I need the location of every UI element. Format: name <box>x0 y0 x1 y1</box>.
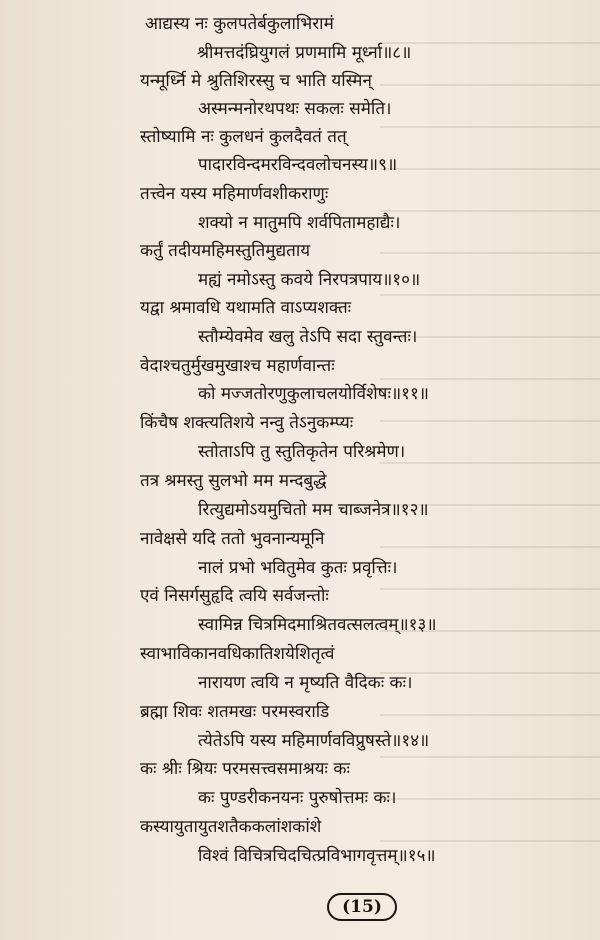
verse-line: रित्युद्यमोऽयमुचितो मम चाब्जनेत्र॥१२॥ <box>198 500 429 520</box>
verse-line: एवं निसर्गसुहृदि त्वयि सर्वजन्तोः <box>140 586 329 606</box>
verse-line: स्वामिन्न चित्रमिदमाश्रितवत्सलत्वम्॥१३॥ <box>198 615 437 635</box>
verse-line: नावेक्षसे यदि ततो भुवनान्यमूनि <box>140 529 325 549</box>
verse-line: स्तोताऽपि तु स्तुतिकृतेन परिश्रमेण। <box>198 442 406 462</box>
verse-line: शक्यो न मातुमपि शर्वपितामहाद्यैः। <box>198 213 401 233</box>
verse-line: तत्र श्रमस्तु सुलभो मम मन्दबुद्धे <box>140 471 327 491</box>
verse-line: कस्यायुतायुतशतैककलांशकांशे <box>140 817 322 837</box>
verse-line: कर्तुं तदीयमहिमस्तुतिमुद्यताय <box>140 241 311 261</box>
verse-line: तत्त्वेन यस्य महिमार्णवशीकराणुः <box>140 184 329 204</box>
verse-line: त्येतेऽपि यस्य महिमार्णवविप्रुषस्ते॥१४॥ <box>198 731 430 751</box>
verse-line: श्रीमत्तदंघ्रियुगलं प्रणमामि मूर्ध्ना॥८॥ <box>197 43 412 63</box>
verse-line: स्तोष्यामि नः कुलधनं कुलदैवतं तत् <box>140 127 347 147</box>
verse-line: मह्यं नमोऽस्तु कवये निरपत्रपाय॥१०॥ <box>198 270 421 290</box>
verse-line: आद्यस्य नः कुलपतेर्बकुलाभिरामं <box>145 14 334 34</box>
verse-line: कः पुण्डरीकनयनः पुरुषोत्तमः कः। <box>198 788 397 808</box>
verse-line: पादारविन्दमरविन्दवलोचनस्य॥९॥ <box>198 155 398 175</box>
verse-line: स्तौम्येवमेव खलु तेऽपि सदा स्तुवन्तः। <box>198 327 418 347</box>
verse-line: किंचैष शक्त्यतिशये नन्वु तेऽनुकम्प्यः <box>140 413 354 433</box>
verse-line: नालं प्रभो भवितुमेव कुतः प्रवृत्तिः। <box>198 558 398 578</box>
show-through-text <box>380 0 600 940</box>
verse-line: स्वाभाविकानवधिकातिशयेशितृत्वं <box>140 644 335 664</box>
page-number: (15) <box>327 893 397 921</box>
verse-line: कः श्रीः श्रियः परमसत्त्वसमाश्रयः कः <box>140 759 350 779</box>
verse-line: अस्मन्मनोरथपथः सकलः समेति। <box>198 99 392 119</box>
verse-line: वेदाश्चतुर्मुखमुखाश्च महार्णवान्तः <box>140 356 335 376</box>
verse-line: विश्वं विचित्रचिदचित्प्रविभागवृत्तम्॥१५॥ <box>198 846 436 866</box>
verse-line: को मज्जतोरणुकुलाचलयोर्विशेषः॥११॥ <box>198 384 429 404</box>
verse-line: यन्मूर्ध्नि मे श्रुतिशिरस्सु च भाति यस्मिन् <box>140 71 372 91</box>
verse-line: ब्रह्मा शिवः शतमखः परमस्वराडि <box>140 702 330 722</box>
verse-line: यद्वा श्रमावधि यथामति वाऽप्यशक्तः <box>140 298 352 318</box>
verse-line: नारायण त्वयि न मृष्यति वैदिकः कः। <box>198 673 413 693</box>
